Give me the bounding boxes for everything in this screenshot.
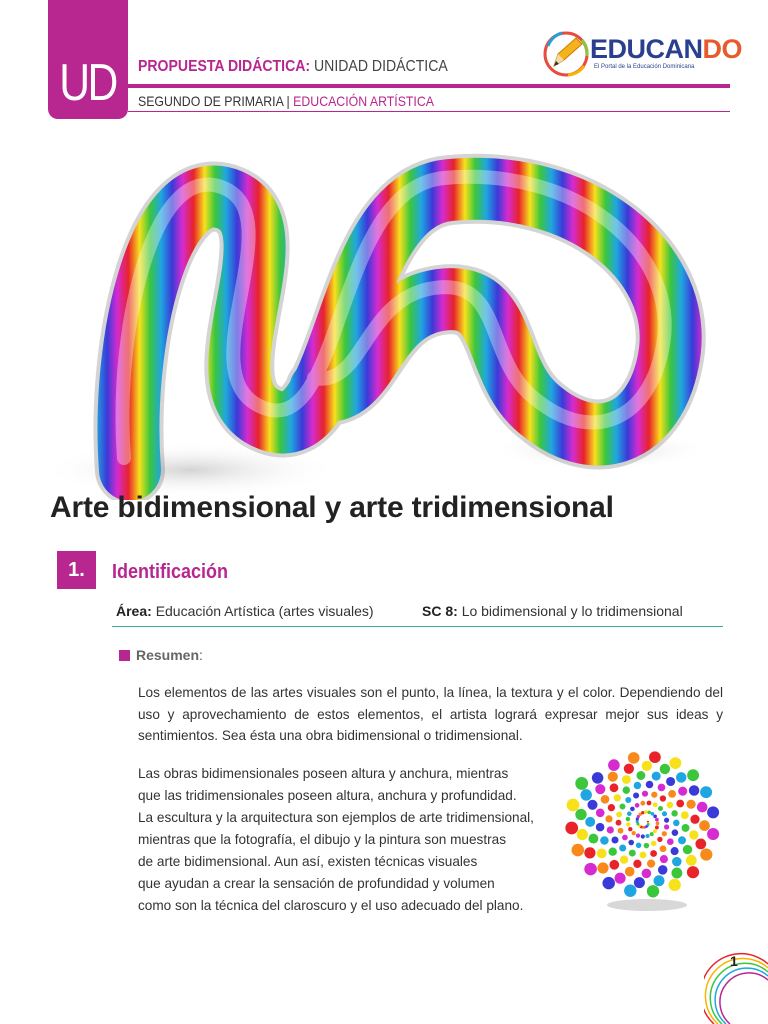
spiral-dot — [597, 848, 607, 858]
spiral-dot — [608, 804, 615, 811]
spiral-dot — [644, 843, 649, 848]
spiral-dot — [689, 785, 700, 796]
spiral-dot — [658, 784, 666, 792]
spiral-dot — [607, 826, 614, 833]
spiral-dot — [641, 834, 645, 838]
unit-badge-label: UD — [59, 54, 117, 112]
spiral-dot — [575, 777, 588, 790]
spiral-dot — [653, 802, 658, 807]
spiral-dot — [697, 802, 708, 813]
spiral-dot — [676, 800, 684, 808]
summary-paragraph-2 — [138, 763, 578, 917]
spiral-dot — [678, 836, 686, 844]
spiral-dot — [678, 787, 687, 796]
spiral-dot — [642, 791, 648, 797]
paragraph-line: La escultura y la arquitectura son ejemplos de arte tridimensional, — [138, 810, 534, 825]
spiral-dot — [636, 771, 645, 780]
spiral-dot — [614, 794, 621, 801]
spiral-dot — [687, 800, 696, 809]
spiral-dot — [672, 829, 679, 836]
spiral-dot — [656, 822, 660, 826]
spiral-dot — [633, 792, 639, 798]
spiral-dot — [587, 800, 597, 810]
spiral-dot — [699, 820, 710, 831]
spiral-dot — [577, 829, 588, 840]
section-title: Identificación — [112, 561, 229, 583]
spiral-dot — [619, 844, 626, 851]
sc-field — [422, 603, 683, 619]
educando-logo[interactable] — [542, 28, 743, 80]
header-rule-thin — [128, 111, 730, 112]
header-kind-value: UNIDAD DIDÁCTICA — [314, 58, 448, 75]
spiral-dot — [633, 860, 641, 868]
spiral-dot — [690, 815, 699, 824]
paragraph-line: que las tridimensionales poseen altura, anchura y profundidad. — [138, 788, 517, 803]
header-kind-label: PROPUESTA DIDÁCTICA: — [138, 58, 311, 75]
spiral-dot — [681, 811, 689, 819]
area-label: Área: — [116, 603, 152, 619]
spiral-dot — [671, 868, 682, 879]
spiral-dot — [608, 847, 616, 855]
spiral-dot — [634, 782, 642, 790]
spiral-dot — [654, 875, 665, 886]
spiral-dot — [601, 795, 610, 804]
spiral-dot — [636, 833, 640, 837]
spiral-dot — [664, 824, 669, 829]
paragraph-line: como son la técnica del claroscuro y el uso adecuado del plano. — [138, 898, 524, 913]
spiral-dot — [658, 865, 668, 875]
spiral-dot — [645, 834, 649, 838]
spiral-dot — [622, 835, 628, 841]
header-rule — [128, 84, 730, 88]
spiral-dot — [687, 769, 699, 781]
spiral-dot — [640, 801, 645, 806]
spiral-dot — [676, 772, 686, 782]
spiral-dot — [651, 792, 657, 798]
spiral-dot — [660, 845, 667, 852]
summary-colon: : — [199, 647, 203, 663]
spiral-dot — [615, 873, 626, 884]
spiral-dot — [608, 772, 618, 782]
logo-name-part2: DO — [702, 34, 743, 64]
meta-divider — [112, 626, 723, 627]
spiral-dot — [644, 810, 647, 813]
paragraph-line: Las obras bidimensionales poseen altura y anchura, mientras — [138, 766, 509, 781]
square-bullet-icon — [119, 650, 130, 661]
spiral-dot — [618, 828, 624, 834]
spiral-dot — [682, 824, 690, 832]
spiral-dot — [592, 772, 604, 784]
spiral-dot — [670, 757, 682, 769]
summary-label: Resumen — [136, 647, 200, 663]
spiral-dot — [575, 809, 586, 820]
spiral-dot — [597, 862, 608, 873]
spiral-dot — [662, 811, 667, 816]
spiral-dot — [668, 790, 676, 798]
paragraph-line: que ayudan a crear la sensación de profundidad y volumen — [138, 876, 495, 891]
spiral-dot — [683, 845, 692, 854]
spiral-dot — [634, 877, 645, 888]
spiral-dot — [650, 850, 657, 857]
spiral-dot — [628, 840, 634, 846]
header-course — [138, 93, 434, 109]
spiral-dot — [623, 786, 630, 793]
spiral-dot — [632, 831, 636, 835]
header-kind — [138, 58, 448, 76]
spiral-dot — [625, 867, 635, 877]
spiral-dot — [611, 836, 618, 843]
spiral-dot — [662, 831, 667, 836]
spiral-dot — [629, 850, 636, 857]
spiral-dot — [673, 820, 680, 827]
spiral-dot — [620, 804, 626, 810]
spiral-dot — [595, 784, 605, 794]
spiral-dot — [649, 751, 661, 763]
spiral-dot — [646, 781, 654, 789]
spiral-dot — [624, 764, 634, 774]
spiral-dot — [647, 811, 651, 815]
logo-name-part1: EDUCAN — [590, 34, 703, 64]
spiral-dot — [660, 764, 670, 774]
spiral-dot — [565, 822, 578, 835]
header-separator: | — [286, 93, 290, 109]
area-field — [116, 603, 374, 619]
spiral-dot — [655, 825, 659, 829]
spiral-dot — [707, 806, 719, 818]
spiral-dot — [707, 828, 719, 840]
spiral-dot — [610, 783, 619, 792]
spiral-dot — [664, 818, 669, 823]
spiral-dot — [657, 837, 662, 842]
area-value: Educación Artística (artes visuales) — [155, 603, 374, 619]
page-title: Arte bidimensional y arte tridimensional — [50, 491, 614, 524]
spiral-dot — [655, 818, 659, 822]
spiral-dot — [584, 847, 595, 858]
spiral-dot — [640, 852, 647, 859]
spiral-dot — [630, 807, 635, 812]
spiral-dot — [658, 806, 663, 811]
spiral-dot — [596, 823, 605, 832]
spiral-dot — [686, 855, 697, 866]
sc-label: SC 8: — [422, 603, 458, 619]
spiral-dot — [635, 803, 640, 808]
section-number: 1. — [68, 558, 85, 581]
dotted-spiral-image — [565, 737, 727, 917]
spiral-dot — [626, 817, 631, 822]
spiral-dot — [695, 839, 706, 850]
spiral-dot — [580, 789, 591, 800]
spiral-dot — [687, 866, 699, 878]
spiral-dot — [616, 811, 622, 817]
page-number-corner — [704, 950, 768, 1024]
spiral-dot — [647, 801, 652, 806]
spiral-dot — [642, 869, 652, 879]
spiral-dot — [571, 844, 584, 857]
header-grade: SEGUNDO DE PRIMARIA — [138, 93, 284, 109]
spiral-dot — [616, 820, 622, 826]
section-meta — [116, 603, 683, 619]
spiral-dot — [585, 817, 595, 827]
spiral-dot — [651, 841, 656, 846]
spiral-dot — [609, 860, 619, 870]
unit-badge — [48, 0, 128, 119]
spiral-dot — [620, 856, 628, 864]
spiral-dot — [605, 815, 612, 822]
spiral-dot — [660, 795, 666, 801]
page-number: 1 — [730, 953, 738, 969]
spiral-dot — [567, 799, 580, 812]
spiral-dot — [584, 863, 597, 876]
pencil-circle-icon — [542, 28, 590, 80]
rainbow-tube-image — [40, 140, 730, 500]
spiral-dot — [671, 810, 677, 816]
spiral-dot — [650, 832, 654, 836]
spiral-dot — [608, 759, 620, 771]
spiral-dot — [647, 859, 655, 867]
spiral-dot — [647, 885, 659, 897]
spiral-dot — [700, 786, 712, 798]
spiral-dot — [671, 847, 679, 855]
spiral-dot — [622, 775, 631, 784]
spiral-dot — [642, 761, 652, 771]
spiral-dot — [672, 857, 681, 866]
spiral-dot — [667, 838, 674, 845]
spiral-dot — [653, 814, 657, 818]
spiral-dot — [626, 822, 630, 826]
spiral-dot — [652, 772, 661, 781]
spiral-dot — [602, 877, 614, 889]
spiral-dot — [596, 808, 605, 817]
spiral-dot — [689, 830, 698, 839]
spiral-dot — [700, 849, 712, 861]
spiral-dot — [636, 843, 642, 849]
spiral-dot — [628, 827, 632, 831]
summary-heading — [119, 647, 203, 663]
logo-tagline: El Portal de la Educación Dominicana — [594, 64, 695, 70]
sc-value: Lo bidimensional y lo tridimensional — [461, 603, 683, 619]
spiral-dot — [600, 836, 609, 845]
spiral-dot — [624, 884, 636, 896]
spiral-dot — [588, 834, 598, 844]
header-subject: EDUCACIÓN ARTÍSTICA — [293, 93, 434, 109]
spiral-dot — [641, 811, 644, 814]
paragraph-line: de arte bidimensional. Aun así, existen técnicas visuales — [138, 854, 478, 869]
logo-wordmark — [590, 34, 742, 65]
spiral-dot — [660, 855, 668, 863]
spiral-dot — [666, 777, 675, 786]
paragraph-line: mientras que la fotografía, el dibujo y la pintura son muestras — [138, 832, 506, 847]
spiral-dot — [627, 811, 632, 816]
spiral-dot — [653, 829, 657, 833]
spiral-dot — [651, 812, 655, 816]
summary-paragraph-1: Los elementos de las artes visuales son el punto, la línea, la textura y el color. Dependiendo del uso y aprovechamiento de estos elementos, el artista logrará expresar mejor sus ideas y sentimientos. Sea ésta una obra bidimensional o tridimensional. — [138, 685, 723, 743]
spiral-dot — [669, 879, 681, 891]
spiral-dot — [628, 752, 640, 764]
spiral-dot — [625, 797, 631, 803]
section-number-badge — [57, 551, 96, 589]
spiral-dot — [667, 802, 673, 808]
